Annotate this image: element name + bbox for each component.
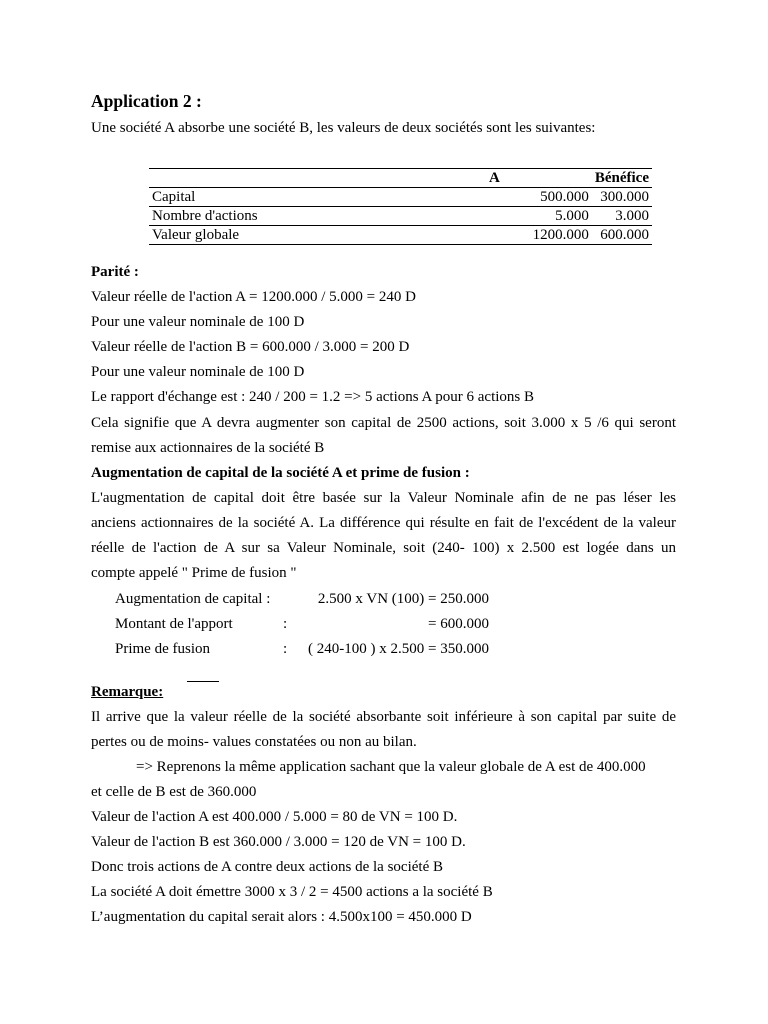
calc-label: Montant de l'apport bbox=[115, 616, 233, 632]
parite-paragraph-line: Cela signifie que A devra augmenter son capital de 2500 actions, soit 3.000 x 5 /6 qui seront bbox=[91, 415, 676, 431]
calc-row bbox=[115, 615, 489, 634]
remarque-line: Il arrive que la valeur réelle de la société absorbante soit inférieure à son capital par suite de bbox=[91, 709, 676, 725]
parite-line: Le rapport d'échange est : 240 / 200 = 1.2 => 5 actions A pour 6 actions B bbox=[91, 389, 534, 405]
remarque-line: L’augmentation du capital serait alors : 4.500x100 = 450.000 D bbox=[91, 909, 472, 925]
augmentation-paragraph-line: L'augmentation de capital doit être basée sur la Valeur Nominale afin de ne pas léser les bbox=[91, 490, 676, 506]
remarque-heading: Remarque: bbox=[91, 684, 164, 700]
parite-line: Pour une valeur nominale de 100 D bbox=[91, 364, 305, 380]
remarque-line: La société A doit émettre 3000 x 3 / 2 = 4500 actions a la société B bbox=[91, 884, 493, 900]
table-cell: Nombre d'actions bbox=[149, 207, 269, 226]
calc-label: Prime de fusion bbox=[115, 641, 210, 657]
parite-line: Valeur réelle de l'action A = 1200.000 / 5.000 = 240 D bbox=[91, 289, 416, 305]
table-header-row bbox=[149, 169, 652, 188]
table-cell: 1200.000 bbox=[269, 226, 592, 245]
calc-value: = 600.000 bbox=[428, 616, 489, 632]
intro-text: Une société A absorbe une société B, les valeurs de deux sociétés sont les suivantes: bbox=[91, 120, 596, 136]
remarque-line: Valeur de l'action A est 400.000 / 5.000 = 80 de VN = 100 D. bbox=[91, 809, 458, 825]
table-row bbox=[149, 207, 652, 226]
decorative-rule bbox=[187, 681, 219, 682]
calc-row bbox=[115, 640, 489, 659]
parite-heading: Parité : bbox=[91, 264, 139, 280]
table-cell: 600.000 bbox=[592, 226, 652, 245]
calc-label: Augmentation de capital : bbox=[115, 591, 271, 607]
table-header-cell bbox=[149, 169, 269, 188]
table-cell: 3.000 bbox=[592, 207, 652, 226]
augmentation-paragraph-line: anciens actionnaires de la société A. La différence qui résulte en fait de l'excédent de la valeur bbox=[91, 515, 676, 531]
table-row bbox=[149, 188, 652, 207]
remarque-line: Valeur de l'action B est 360.000 / 3.000 = 120 de VN = 100 D. bbox=[91, 834, 466, 850]
calc-separator: : bbox=[283, 616, 288, 632]
table-cell: Capital bbox=[149, 188, 269, 207]
table-cell: 500.000 bbox=[269, 188, 592, 207]
remarque-line: => Reprenons la même application sachant que la valeur globale de A est de 400.000 bbox=[136, 759, 646, 775]
parite-line: Valeur réelle de l'action B = 600.000 / 3.000 = 200 D bbox=[91, 339, 410, 355]
page-title: Application 2 : bbox=[91, 91, 202, 111]
augmentation-paragraph-line: réelle de l'action de A sur sa Valeur Nominale, soit (240- 100) x 2.500 est logée dans un bbox=[91, 540, 676, 556]
augmentation-heading: Augmentation de capital de la société A et prime de fusion : bbox=[91, 465, 470, 481]
table-cell: 5.000 bbox=[269, 207, 592, 226]
calc-row bbox=[115, 590, 489, 609]
table-cell: Valeur globale bbox=[149, 226, 269, 245]
calc-value: 2.500 x VN (100) = 250.000 bbox=[317, 591, 489, 607]
augmentation-paragraph-line: compte appelé " Prime de fusion " bbox=[91, 565, 297, 581]
table-header-cell: Bénéfice bbox=[592, 169, 652, 188]
remarque-line: Donc trois actions de A contre deux actions de la société B bbox=[91, 859, 443, 875]
calc-value: ( 240-100 ) x 2.500 = 350.000 bbox=[308, 641, 489, 657]
table-header-cell: A bbox=[269, 169, 592, 188]
parite-line: Pour une valeur nominale de 100 D bbox=[91, 314, 305, 330]
calc-separator: : bbox=[283, 641, 288, 657]
remarque-line: pertes ou de moins- values constatées ou non au bilan. bbox=[91, 734, 417, 750]
table-cell: 300.000 bbox=[592, 188, 652, 207]
table-row bbox=[149, 226, 652, 245]
parite-paragraph-line: remise aux actionnaires de la société B bbox=[91, 440, 325, 456]
remarque-line: et celle de B est de 360.000 bbox=[91, 784, 257, 800]
companies-table bbox=[149, 168, 652, 245]
